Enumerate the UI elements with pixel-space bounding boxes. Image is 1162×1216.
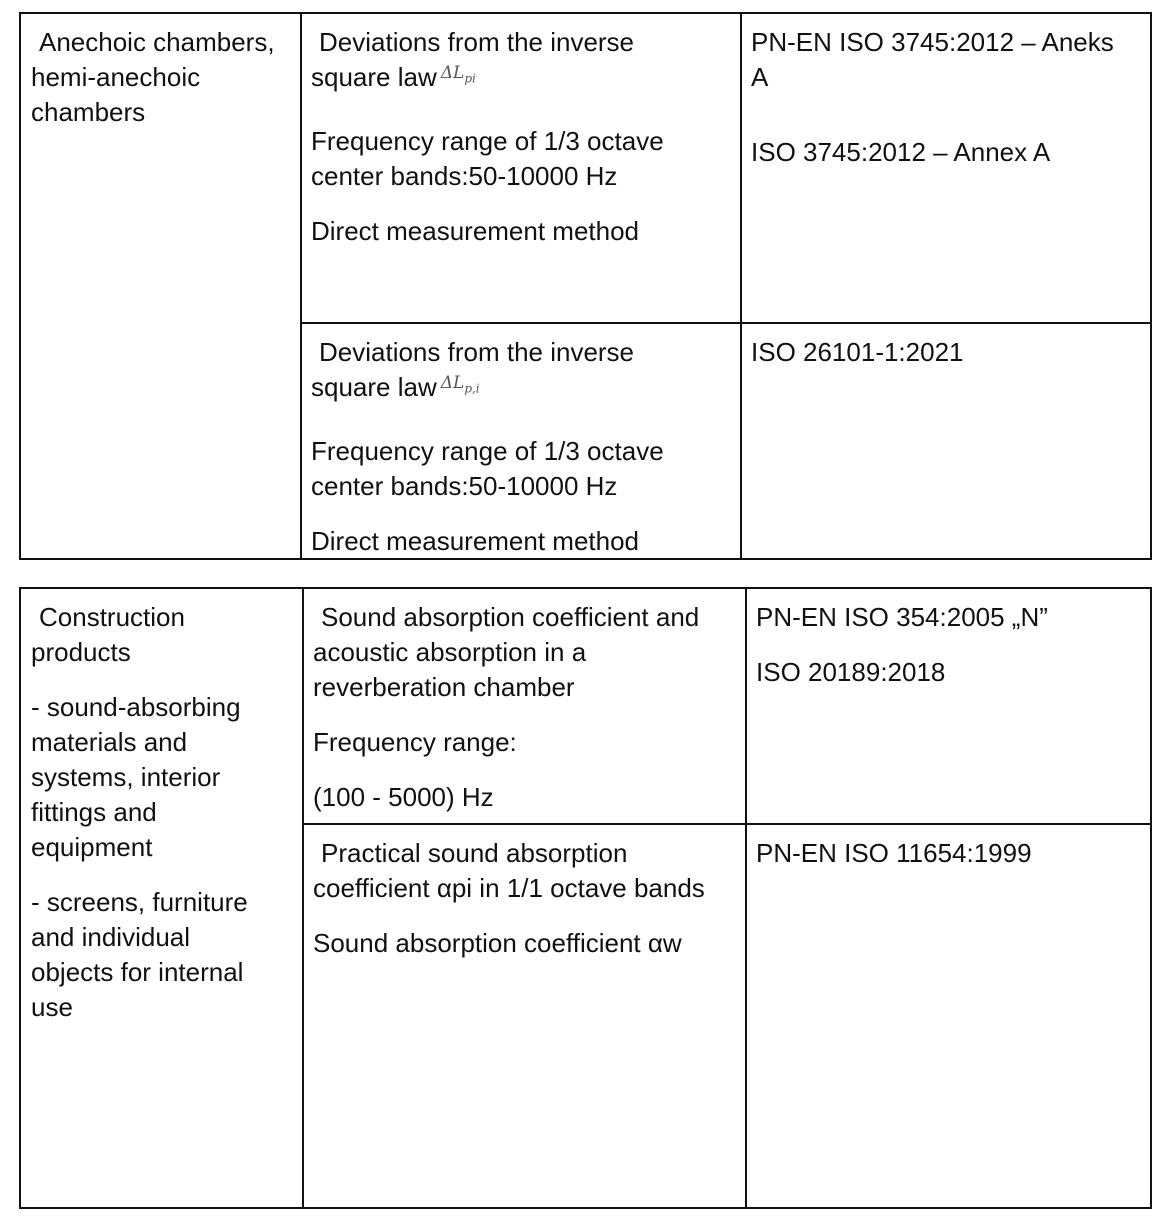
category-item-line: objects for internal (31, 957, 244, 987)
parameter-cell (313, 836, 705, 961)
parameter-cell (311, 25, 664, 249)
parameter-line: reverberation chamber (313, 672, 575, 702)
category-item-line: materials and (31, 727, 188, 757)
standard-line: ISO 26101-1:2021 (751, 337, 964, 367)
category-item-line: - sound-absorbing (31, 692, 241, 722)
frequency-range-line: Frequency range of 1/3 octave (311, 126, 664, 157)
row-divider (302, 823, 1150, 825)
category-line: products (31, 637, 131, 667)
category-item-line: use (31, 992, 73, 1022)
parameter-line: Practical sound absorption (321, 838, 628, 868)
category-item-line: fittings and (31, 797, 157, 827)
parameter-title-text: square law (311, 62, 437, 92)
standard-line: PN-EN ISO 11654:1999 (756, 838, 1032, 868)
standard-cell (756, 836, 1032, 871)
parameter-title-line (311, 60, 664, 104)
standard-line: ISO 3745:2012 – Annex A (751, 137, 1051, 167)
standard-line: PN-EN ISO 3745:2012 – Aneks (751, 27, 1114, 57)
category-item-line: and individual (31, 922, 191, 952)
parameter-title-line: Deviations from the inverse (319, 337, 635, 367)
measurement-method: Direct measurement method (311, 526, 640, 557)
frequency-range-label: Frequency range: (313, 727, 517, 757)
column-divider (300, 14, 302, 558)
category-cell (31, 600, 248, 1025)
parameter-cell (313, 600, 699, 815)
frequency-range-value: (100 - 5000) Hz (313, 782, 494, 812)
standard-line: A (751, 62, 769, 92)
frequency-range-line: center bands:50-10000 Hz (311, 471, 618, 502)
category-item-line: equipment (31, 832, 153, 862)
category-item-line: - screens, furniture (31, 887, 248, 917)
frequency-range-line: Frequency range of 1/3 octave (311, 436, 664, 467)
measurement-method: Direct measurement method (311, 216, 640, 247)
column-divider (745, 589, 747, 1207)
category-line: Construction (39, 602, 185, 632)
parameter-cell (311, 335, 664, 559)
formula-delta-l-p-i: ΔLp,i (440, 373, 480, 396)
standard-cell (751, 335, 964, 370)
category-line: chambers (31, 97, 146, 127)
column-divider (740, 14, 742, 558)
parameter-line: Sound absorption coefficient αw (313, 928, 682, 958)
standard-line: ISO 20189:2018 (756, 657, 946, 687)
construction-products-table (19, 587, 1152, 1209)
standard-cell (756, 600, 1048, 690)
category-item-line: systems, interior (31, 762, 221, 792)
parameter-title-line (311, 370, 664, 414)
parameter-title-line: Deviations from the inverse (319, 27, 635, 57)
standard-cell (751, 25, 1114, 170)
row-divider (300, 322, 1150, 324)
category-cell (31, 25, 275, 130)
parameter-line: acoustic absorption in a (313, 637, 587, 667)
standard-line: PN-EN ISO 354:2005 „N” (756, 602, 1048, 632)
frequency-range-line: center bands:50-10000 Hz (311, 161, 618, 192)
category-line: Anechoic chambers, (39, 27, 275, 57)
formula-delta-l-pi: ΔLpi (440, 63, 476, 86)
anechoic-chambers-table (19, 12, 1152, 560)
parameter-line: Sound absorption coefficient and (321, 602, 700, 632)
parameter-line: coefficient αpi in 1/1 octave bands (313, 873, 705, 903)
column-divider (302, 589, 304, 1207)
parameter-title-text: square law (311, 372, 437, 402)
category-line: hemi-anechoic (31, 62, 201, 92)
